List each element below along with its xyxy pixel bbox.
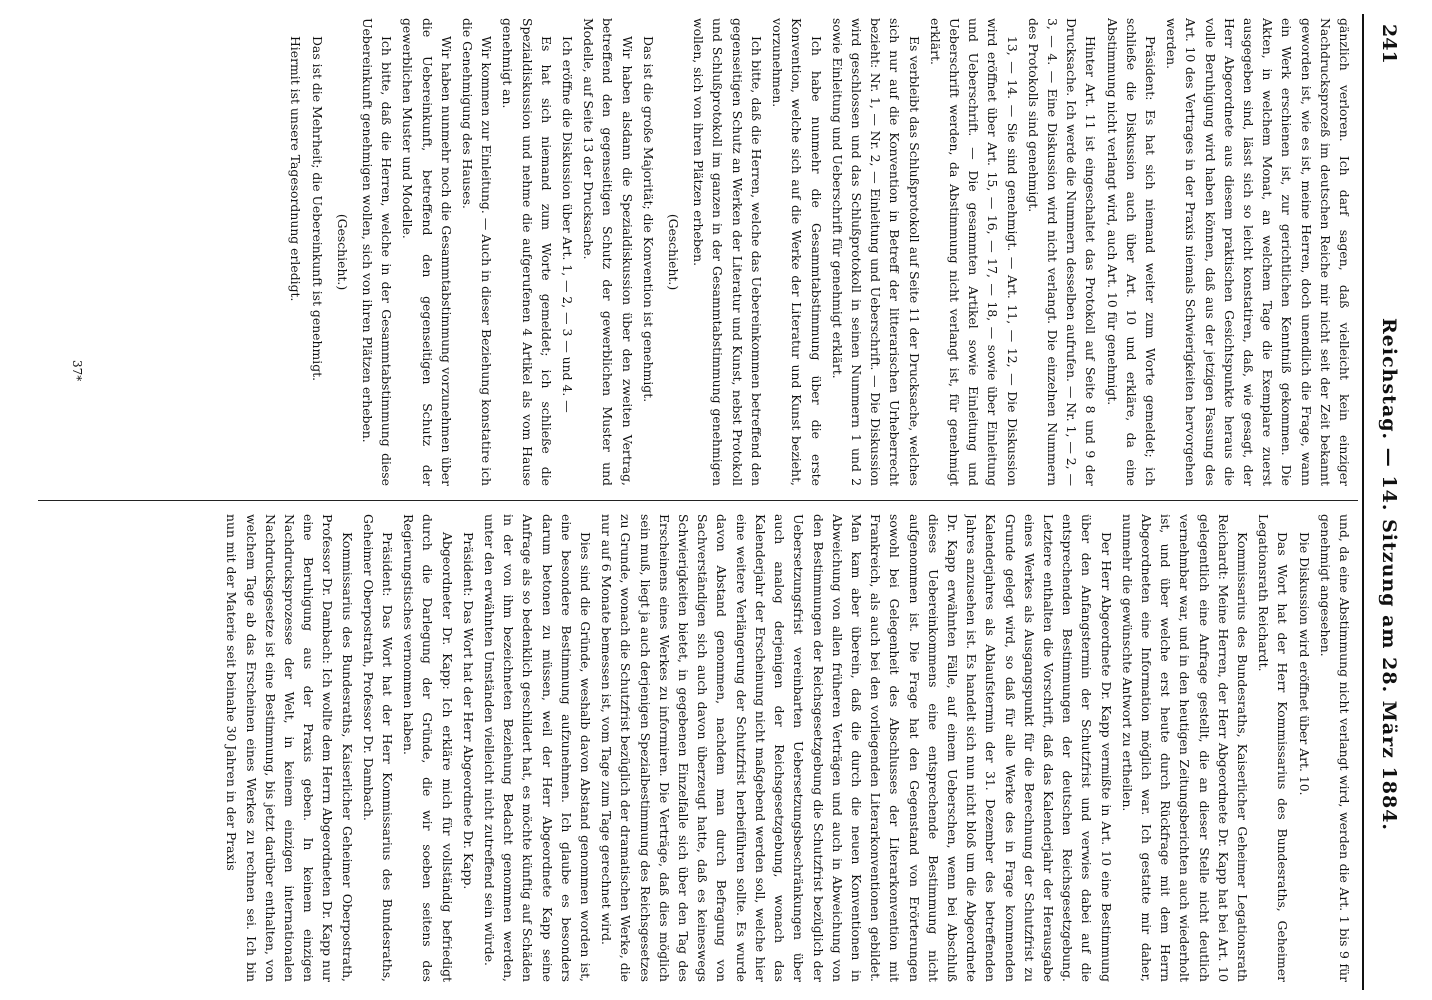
paragraph: Ich bitte, daß die Herren, welche das Uebereinkommen betreffend den gegenseitigen Schutz an Werken der Literatur und Kunst, nebst Protokoll und Schlußprotokoll im ganzen in der Gesammtabstimmung genehmigen wollen, sich von ihren Plätzen erheben. xyxy=(691,18,764,486)
paragraph: 13, — 14. — Sie sind genehmigt. — Art. 11, — 12, — Die Diskussion wird eröffnet über Art. 15, — 16, — 17, — 18, — sowie über Einleitung und Ueberschrift. — Die gesammten Artikel sowie Einleitung und Ueberschrift werden, da Abstimmung nicht verlangt ist, für genehmigt erklärt. xyxy=(927,18,1020,486)
paragraph: Wir haben nunmehr noch die Gesammtabstimmung vorzunehmen über die Uebereinkunft, betreffend den gegenseitigen Schutz der gewerblichen Muster und Modelle. xyxy=(400,18,454,486)
paragraph: Kommissarius des Bundesraths, Kaiserlicher Geheimer Legationsrath Reichardt: Meine Herren, der Herr Abgeordnete Dr. Kapp hat bei Art. 10 gelegentlich eine Anfrage gestellt, die an dieser Stelle nicht deutlich vernehmbar war, und in den heutigen Zeitungsberichten auch wiederholt ist, und über welche erst heute durch Rückfrage mit dem Herrn Abgeordneten eine Information möglich war. Ich gestatte mir daher, nunmehr die gewünschte Antwort zu ertheilen. xyxy=(1119,514,1250,982)
stage-direction: (Geschieht.) xyxy=(666,213,682,291)
paragraph: Wir kommen zur Einleitung. — Auch in dieser Beziehung konstatire ich die Genehmigung des Hauses. xyxy=(460,18,495,486)
page-header xyxy=(1370,18,1404,978)
header-rule xyxy=(1362,14,1364,990)
page-title: Reichstag. — 14. Sitzung am 28. März 1884. xyxy=(1378,318,1400,832)
paragraph: und, da eine Abstimmung nicht verlangt wird, werden die Art. 1 bis 9 für genehmigt angesehen. xyxy=(1317,514,1352,982)
paragraph: Präsident: Das Wort hat der Herr Kommissarius des Bundesraths, Geheimer Oberpostrath, Professor Dr. Dambach. xyxy=(360,514,396,982)
paragraph: Präsident: Das Wort hat der Herr Abgeordnete Dr. Kapp. xyxy=(460,532,476,890)
paragraph: Das ist die Mehrheit; die Uebereinkunft ist genehmigt. xyxy=(309,36,325,382)
paragraph: Ich habe nunmehr die Gesammtabstimmung über die erste Konvention, welche sich auf die Werke der Literatur und Kunst bezieht, vorzunehmen. xyxy=(770,18,824,486)
paragraph: Ich bitte, daß die Herren, welche in der Gesammtabstimmung diese Uebereinkunft genehmigen wollen, sich von ihren Plätzen erheben. xyxy=(360,18,395,486)
text-column-first xyxy=(34,18,1354,486)
paragraph: Der Herr Abgeordnete Dr. Kapp vermißte in Art. 10 eine Bestimmung über den Anfangstermin der Schutzfrist und verwies dabei auf die entsprechenden Bestimmungen der deutschen Reichsgesetzgebung. Letztere enthalten die Vorschrift, daß das Kalenderjahr der Herausgabe eines Werkes als Ausgangspunkt für die Berechnung der Schutzfrist zu Grunde gelegt wird, so daß für alle Werke des in Frage kommenden Kalenderjahres als Ablaufstermin der 31. Dezember des betreffenden Jahres anzusehen ist. Es handelt sich nun nicht bloß um die Abgeordnete Dr. Kapp erwähnten Fälle, auf einem Ueberschen, wenn bei Abschluß dieses Uebereinkommens eine entsprechende Bestimmung nicht aufgenommen ist. Die Frage hat den Gegenstand von Erörterungen sowohl bei Gelegenheit des Abschlusses der Literarkonvention mit Frankreich, als auch bei den vorliegenden Literarkonventionen gebildet. Man kam aber überein, daß die durch die neuen Konventionen in Abweichung von allen früheren Verträgen und auch in Abweichung von den Bestimmungen der Reichsgesetzgebung die Schutzfrist bezüglich der Uebersetzungsfrist vereinbarten Uebersetzungsbeschränkungen über auch analog derjenigen der Reichsgesetzgebung, wonach das Kalenderjahr der Erscheinung nicht maßgebend werden soll, welche hier eine weitere Verlängerung der Schutzfrist herbeiführen sollte. Es wurde davon Abstand genommen, nachdem man durch Befragung von Sachverständigen sich auch davon überzeugt hatte, daß es keineswegs Schwierigkeiten bietet, in gegebenen Einzelfalle sich über den Tag des Erscheinens eines Werkes zu informiren. Die Verträge, daß dies möglich sein muß, liegt ja auch derjenigen Spezialbestimmung des Reichsgesetzes zu Grunde, wonach die Schutzfrist bezüglich der dramatischen Werke, die nur auf 6 Monate bemessen ist, vom Tage zum Tage gerechnet wird. xyxy=(599,514,1114,982)
paragraph: Es hat sich niemand zum Worte gemeldet; ich schließe die Spezialdiskussion und nehme die aufgerufenen 4 Artikel als vom Hause genehmigt an. xyxy=(500,18,554,486)
column-divider xyxy=(38,500,1358,501)
paragraph: Hinter Art. 11 ist eingeschaltet das Protokoll auf Seite 8 und 9 der Drucksache. Ich werde die Nummern desselben aufrufen. — Nr. 1, — 2, — 3, — 4. — Eine Diskussion wird nicht verlangt. Die einzelnen Nummern des Protokolls sind genehmigt. xyxy=(1025,18,1099,486)
text-column-second xyxy=(34,514,1354,982)
stage-direction: (Geschieht.) xyxy=(334,213,350,291)
paragraph: Abgeordneter Dr. Kapp: Ich erkläre mich für vollständig befriedigt durch die Darlegung der Gründe, die wir soeben seitens des Regierungstisches vernommen haben. xyxy=(401,514,455,982)
paragraph: Das Wort hat der Herr Kommissarius des Bundesraths, Geheimer Legationsrath Reichardt. xyxy=(1256,514,1291,982)
paragraph: Das ist die große Majorität; die Konvention ist genehmigt. xyxy=(640,36,656,403)
paragraph: Wir haben alsdann die Spezialdiskussion über den zweiten Vertrag, betreffend den gegenseitigen Schutz der gewerblichen Muster und Modelle, auf Seite 13 der Drucksache. xyxy=(581,18,635,486)
paragraph: Ich eröffne die Diskussion über Art. 1, — 2, — 3 — und 4. — xyxy=(560,36,576,413)
paragraph: Präsident: Es hat sich niemand weiter zum Worte gemeldet; ich schließe die Diskussion auch über Art. 10 und erkläre, da eine Abstimmung nicht verlangt wird, auch Art. 10 für genehmigt. xyxy=(1104,18,1158,486)
paragraph: gänzlich verloren. Ich darf sagen, daß vielleicht kein einziger Nachdrucksprozeß im deutschen Reiche mir nicht seit der Zeit bekannt geworden ist, wie es ist, meine Herren, doch unendlich die Frage, wann ein Werk erschienen ist, zur gerichtlichen Kenntniß gekommen. Die Akten, in welchem Monat, an welchem Tage die Exemplare zuerst ausgegeben sind, lässt sich so leicht konstatiren, daß, wie gesagt, der Herr Abgeordnete aus diesem praktischen Gesichtspunkte heraus die volle Beruhigung wird haben können, daß aus der jetzigen Fassung des Art. 10 des Vertrages in der Praxis niemals Schwierigkeiten hervorgehen werden. xyxy=(1164,18,1352,486)
page-number: 241 xyxy=(1378,24,1400,64)
rotated-page-content xyxy=(8,0,1408,1000)
paragraph: Hiermit ist unsere Tagesordnung erledigt. xyxy=(288,36,304,302)
signature-mark: 37* xyxy=(70,360,84,382)
paragraph: Kommissarius des Bundesraths, Kaiserlicher Geheimer Oberpostrath, Professor Dr. Dambach: Ich wollte dem Herrn Abgeordneten Dr. Kapp nur eine Beruhigung aus der Praxis geben. In keinem einzigen Nachdrucksprozesse der Welt, in keinem einzigen internationalen Nachdrucksgesetze ist eine Bestimmung, bis jetzt darüber enthalten, von welchem Tage ab das Erscheinen eines Werkes zu rechnen sei. Ich bin nun mit der Materie seit beinahe 30 Jahren in der Praxis xyxy=(224,514,355,982)
paragraph: Dies sind die Gründe, weshalb davon Abstand genommen worden ist, eine besondere Bestimmung aufzunehmen. Ich glaube es besonders darum betonen zu müssen, weil der Herr Abgeordnete Kapp seine Anfrage als so bedenklich geschildert hat, es möchte künftig auf Schäden in der von ihm bezeichneten Beziehung Bedacht genommen werden, unter den erwähnten Umständen vielleicht nicht zutreffend sein würde. xyxy=(482,514,594,982)
paragraph: Es verbleibt das Schlußprotokoll auf Seite 11 der Drucksache, welches sich nur auf die Konvention in Betreff der litterarischen Urheberrecht bezieht: Nr. 1, — Nr. 2, — Einleitung und Ueberschrift. — Die Diskussion wird geschlossen und das Schlußprotokoll in seinen Nummern 1 und 2 sowie Einleitung und Ueberschrift für genehmigt erklärt. xyxy=(829,18,922,486)
paragraph: Die Diskussion wird eröffnet über Art. 10. xyxy=(1296,532,1312,796)
